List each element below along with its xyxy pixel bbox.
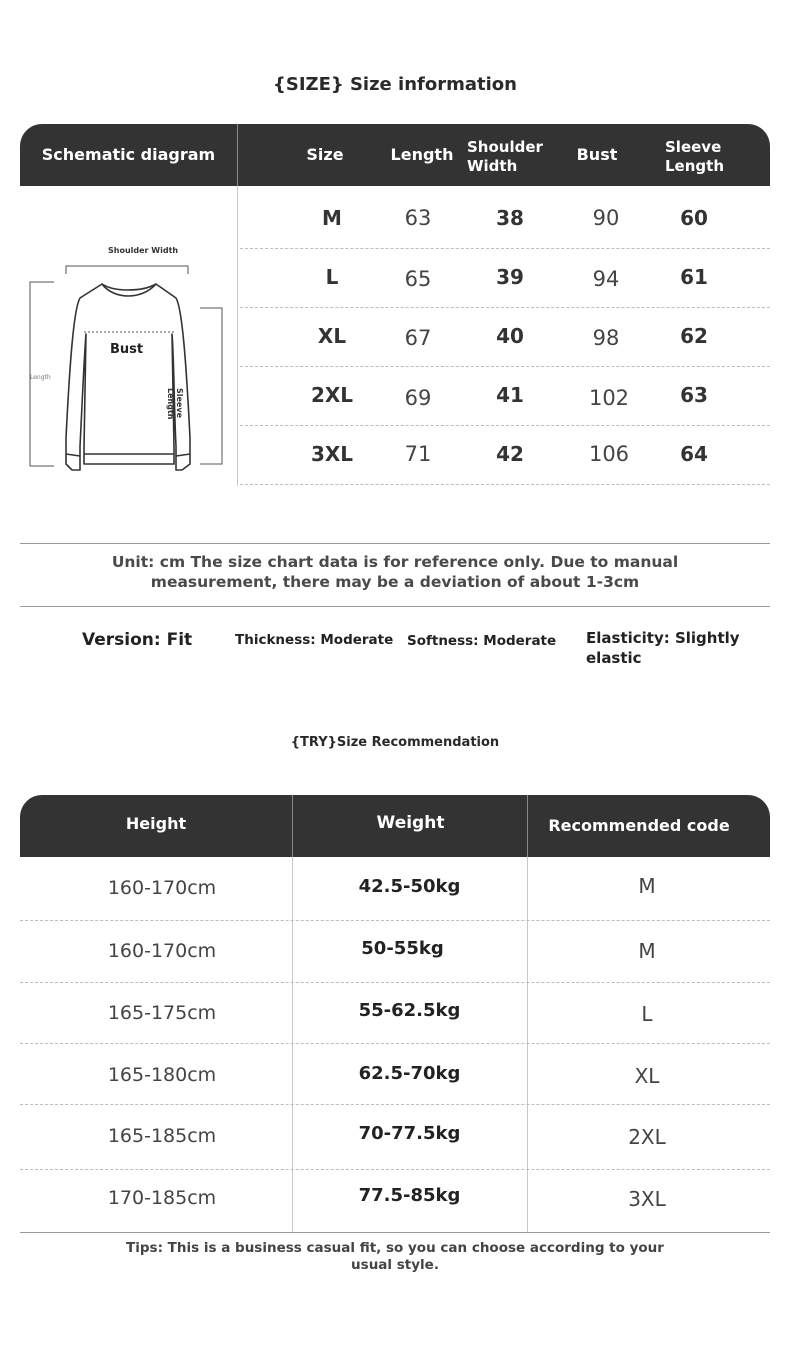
size-table-header [20, 124, 770, 186]
note-bottom-rule [20, 606, 770, 607]
row-separator [20, 1043, 770, 1044]
header-shoulder-width: Shoulder Width [467, 138, 543, 175]
cell-height: 160-170cm [107, 940, 217, 962]
cell-bust: 90 [592, 206, 620, 230]
cell-height: 165-185cm [107, 1125, 217, 1147]
cell-length: 65 [404, 267, 432, 291]
sweater-schematic-diagram [24, 238, 234, 478]
cell-size: XL [317, 324, 347, 348]
row-separator [240, 425, 770, 426]
cell-length: 67 [404, 326, 432, 350]
rec-table-bottom-rule [20, 1232, 770, 1233]
cell-shoulder: 39 [496, 265, 524, 289]
cell-weight: 70-77.5kg [358, 1123, 461, 1144]
cell-length: 63 [404, 206, 432, 230]
header-divider [237, 124, 238, 186]
rec-divider-vertical [527, 857, 528, 1233]
sweater-outline-icon [24, 238, 234, 478]
cell-length: 71 [404, 442, 432, 466]
fit-tips: Tips: This is a business casual fit, so you can choose according to your usual style. [126, 1240, 664, 1273]
row-separator [240, 307, 770, 308]
note-top-rule [20, 543, 770, 544]
header-bust: Bust [576, 145, 618, 164]
diagram-label-length: Length [30, 374, 51, 381]
diagram-label-bust: Bust [110, 342, 144, 357]
table-divider-vertical [237, 186, 238, 486]
diagram-label-sleeve: Sleeve Length [166, 388, 184, 420]
cell-size: M [322, 206, 342, 230]
row-separator [20, 982, 770, 983]
row-separator [240, 248, 770, 249]
header-weight: Weight [376, 813, 445, 833]
cell-bust: 102 [588, 386, 630, 410]
attribute-version: Version: Fit [82, 630, 193, 650]
cell-weight: 62.5-70kg [358, 1063, 461, 1084]
cell-height: 165-175cm [107, 1002, 217, 1024]
header-size: Size [306, 145, 344, 164]
cell-code: M [638, 939, 656, 963]
row-separator [20, 1169, 770, 1170]
cell-length: 69 [404, 386, 432, 410]
cell-code: L [641, 1002, 653, 1026]
attribute-softness: Softness: Moderate [407, 633, 557, 649]
attribute-elasticity: Elasticity: Slightly elastic [586, 629, 740, 667]
cell-sleeve: 63 [680, 383, 708, 407]
cell-weight: 77.5-85kg [358, 1185, 461, 1206]
cell-code: M [638, 874, 656, 898]
row-separator [240, 366, 770, 367]
header-height: Height [125, 814, 187, 833]
cell-size: 2XL [310, 383, 354, 407]
diagram-label-shoulder: Shoulder Width [108, 246, 179, 255]
cell-size: L [325, 265, 339, 289]
attribute-thickness: Thickness: Moderate [235, 632, 394, 648]
row-separator [20, 920, 770, 921]
header-recommended-code: Recommended code [548, 816, 730, 835]
size-info-title: {SIZE} Size information [273, 74, 517, 95]
row-separator [20, 1104, 770, 1105]
cell-shoulder: 38 [496, 206, 524, 230]
row-separator [240, 484, 770, 485]
cell-height: 170-185cm [107, 1187, 217, 1209]
cell-shoulder: 42 [496, 442, 524, 466]
cell-sleeve: 62 [680, 324, 708, 348]
recommendation-table-header [20, 795, 770, 857]
cell-bust: 98 [592, 326, 620, 350]
cell-shoulder: 41 [496, 383, 524, 407]
header-sleeve-length: Sleeve Length [665, 138, 724, 175]
header-length: Length [390, 145, 454, 164]
header-schematic-diagram: Schematic diagram [41, 145, 216, 164]
cell-sleeve: 61 [680, 265, 708, 289]
cell-weight: 55-62.5kg [358, 1000, 461, 1021]
cell-code: XL [634, 1064, 660, 1088]
cell-code: 3XL [628, 1187, 666, 1211]
cell-sleeve: 64 [680, 442, 708, 466]
cell-code: 2XL [628, 1125, 666, 1149]
measurement-note: Unit: cm The size chart data is for reference only. Due to manual measurement, there may be a deviation of about 1-3cm [111, 553, 679, 591]
cell-shoulder: 40 [496, 324, 524, 348]
cell-bust: 106 [588, 442, 630, 466]
cell-weight: 50-55kg [361, 938, 444, 959]
cell-weight: 42.5-50kg [358, 876, 461, 897]
size-recommendation-title: {TRY}Size Recommendation [290, 735, 500, 750]
cell-height: 165-180cm [107, 1064, 217, 1086]
cell-height: 160-170cm [107, 877, 217, 899]
cell-bust: 94 [592, 267, 620, 291]
cell-sleeve: 60 [680, 206, 708, 230]
cell-size: 3XL [310, 442, 354, 466]
rec-divider-vertical [292, 857, 293, 1233]
